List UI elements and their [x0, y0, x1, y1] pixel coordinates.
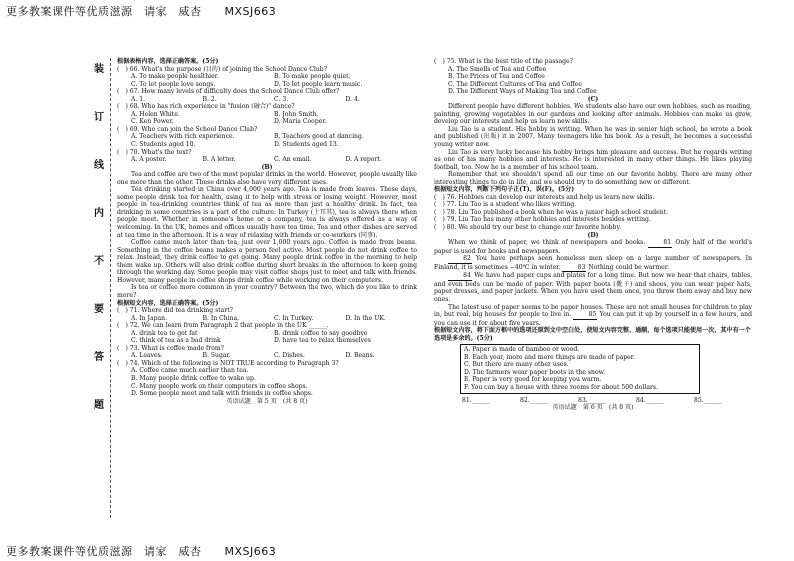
bottom-banner: 更多教案课件等优质滋源 请家 威杏 MXSJ663 [6, 545, 277, 558]
option: D. Maria Cooper. [274, 118, 327, 126]
section-c-heading: (C) [587, 95, 599, 103]
passage-paragraph [434, 255, 752, 272]
instruction: 根据短文内容，将下面方框中的选项还原到文中空白处，使短文内容完整、通顺，每个选项只能使用一次，其中有一个选项是多余的。(5分) [434, 327, 751, 342]
passage-paragraph: Coffee came much later than tea, just over 1,000 years ago. Coffee is made from beans. Something in the coffee beans makes a person feel active. Most people do not drink coffee to relax. Instead, they drink coffee to get going. Many people drink coffee in the morning to help them wake up. Others will also drink coffee during short breaks in the afternoon to keep going through the working day. Some people may visit coffee shops just to meet and talk with friends. However, many people in coffee shops drink coffee while working on their computers. [117, 239, 417, 284]
option: D. In the UK. [345, 314, 386, 322]
blank-82: 82 [448, 255, 472, 264]
binding-line [110, 58, 111, 518]
tf-item: ( ) 76. Hobbies can develop our interests and help us learn new skills. [434, 193, 655, 201]
option: A. To make people healthier. [131, 73, 219, 81]
page-footer: 英语试题 第 5 页 (共 8 页) [226, 397, 308, 405]
tf-item: ( ) 79. Liu Tao has many other hobbies and interests besides writing. [434, 216, 651, 224]
question-71: ( ) 71. Where did tea drinking start? [117, 307, 233, 315]
option: C. Ken Power. [131, 118, 174, 126]
option: B. John Smith. [274, 110, 319, 118]
option: B. To make people quiet. [274, 73, 351, 81]
option: D. Some people meet and talk with friends in coffee shops. [131, 390, 313, 398]
option: B. drink coffee to say goodbye [274, 329, 368, 337]
passage-paragraph [434, 239, 752, 255]
passage-paragraph: Tea drinking started in China over 4,000 years ago. Tea is made from leaves. These days, some people drink tea for health, using it to help with stress or losing weight. However, most people in tea-drinking countries think of tea as more than just a healthy drink. In fact, tea drinking in some countries is a part of the culture. In Turkey (土耳其), tea is always there when people meet. Whether in someone's home or a company, tea is always offered as a way of welcoming. In the UK, homes and offices usually have tea time. Tea and other dishes are served at tea time in the afternoon. It is a way of relaxing with friends or co-workers (同事). [117, 186, 417, 239]
tf-item: ( ) 78. Liu Tao published a book when he was a junior high school student. [434, 208, 669, 216]
gutter-char: 线 [94, 160, 104, 171]
gutter-char: 答 [94, 352, 104, 363]
binding-gutter [94, 60, 108, 444]
option: C. To let people love songs. [131, 80, 216, 88]
question-66: ( ) 66. What's the purpose (目的) of joining the School Dance Club? [117, 65, 327, 73]
option: C. think of tea as a bad drink [131, 337, 221, 345]
answer-blank[interactable]: 83.______ [578, 396, 606, 404]
option: A. Teachers with rich experience. [131, 133, 235, 141]
option: A. In Japan. [131, 314, 168, 322]
option: C. Students aged 10. [131, 141, 196, 149]
question-67: ( ) 67. How many levels of difficulty does the School Dance Club offer? [117, 88, 340, 96]
blank-85: 85 [573, 311, 597, 320]
options-box [460, 344, 700, 393]
option: A. drink tea to get fat [131, 329, 198, 337]
option: D. Students aged 13. [274, 141, 339, 149]
passage-paragraph: Remember that we shouldn't spend all our time on our favorite hobby. There are many other interesting things to do in life, and we should try to do something new or different. [434, 171, 752, 186]
passage-paragraph: Tea and coffee are two of the most popular drinks in the world. However, people usually like one more than the other. These drinks also have very different uses. [117, 171, 417, 186]
box-option: C. But there are many other uses. [464, 361, 569, 369]
option: B. 2. [202, 95, 217, 103]
gutter-char: 题 [94, 400, 104, 411]
box-option: B. Each year, more and more things are made of paper. [464, 353, 635, 361]
answer-blanks [434, 397, 752, 405]
tf-item: ( ) 77. Liu Tao is a student who likes writing. [434, 201, 577, 209]
text: Nothing could be warmer. [588, 263, 670, 271]
question-70: ( ) 70. What's the text? [117, 148, 192, 156]
option: D. To let people learn music. [274, 80, 363, 88]
text: You can put it up by yourself in a few hours, and you can use it for about five years. [434, 311, 752, 327]
passage-paragraph: Different people have different hobbies. We students also have our own hobbies, such as reading, painting, growing vegetables in our gardens and looking after animals. Hobbies can make us grow, develop our interests and help us learn new skills. [434, 103, 752, 126]
option: A. Coffee came much earlier than tea. [131, 367, 249, 375]
box-option: A. Paper is made of bamboo or wood. [464, 346, 580, 354]
option: C. 3. [274, 95, 289, 103]
gutter-char: 要 [94, 304, 104, 315]
question-69: ( ) 69. Who can join the School Dance Club? [117, 125, 258, 133]
section-d-heading: (D) [587, 231, 599, 239]
tf-item: ( ) 80. We should try our best to change our favorite hobby. [434, 224, 622, 232]
blank-83: 83 [562, 264, 586, 273]
page-6 [434, 58, 752, 412]
answer-blank[interactable]: 81.______ [462, 396, 490, 404]
gutter-char: 订 [94, 112, 104, 123]
gutter-char: 内 [94, 208, 104, 219]
blank-84: 84 [448, 272, 472, 281]
box-option: F. You can buy a house with three rooms for about 500 dollars. [464, 383, 658, 391]
question-72: ( ) 72. We can learn from Paragraph 2 that people in the UK ______. [117, 322, 329, 330]
top-banner: 更多教案课件等优质滋源 请家 威杏 MXSJ663 [6, 5, 277, 18]
passage-paragraph: Is tea or coffee more common in your country? Between the two, which do you like to drink more? [117, 284, 417, 299]
question-68: ( ) 68. Who has rich experience in "fusion (融合)" dance? [117, 103, 295, 111]
option: A. 1. [131, 95, 146, 103]
answer-blank[interactable]: 82.______ [520, 396, 548, 404]
question-75: ( ) 75. What is the best title of the passage? [434, 58, 573, 65]
question-73: ( ) 73. What is coffee made from? [117, 344, 224, 352]
option: D. have tea to relax themselves [274, 337, 371, 345]
option: B. The Prices of Tea and Coffee [448, 73, 545, 81]
option: C. The Different Cultures of Tea and Coffee [448, 80, 582, 88]
answer-blank[interactable]: 84.______ [636, 396, 664, 404]
option: C. An email. [274, 156, 312, 164]
passage-paragraph: Liu Tao is a student. His hobby is writing. When he was in senior high school, he wrote a book and published (出版) it in 2007. Many teenagers like his book. As a result, he becomes a successful young writer now. [434, 125, 752, 149]
option: D. A report. [345, 156, 382, 164]
option: B. Teachers good at dancing. [274, 133, 364, 141]
text: You have perhaps seen homeless men sleep on a large number of newspapers. In Finland, it is sometimes −40℃ in winter. [434, 255, 753, 271]
option: D. 4. [345, 95, 360, 103]
option: D. Beans. [345, 352, 375, 360]
section-b-heading: (B) [261, 163, 273, 171]
option: B. In China. [202, 314, 240, 322]
option: C. In Turkey. [274, 314, 314, 322]
option: A. A poster. [131, 156, 167, 164]
page-footer: 英语试题 第 6 页 (共 8 页) [552, 404, 634, 412]
passage-paragraph: Liu Tao is very lucky because his hobby brings him pleasure and success. But he regards writing as one of his many hobbies and interests. He is interested in many other things. He likes playing football, too. Now he is a member of his school team. [434, 148, 752, 171]
text: We have had paper cups and plates for a long time. But now we hear that chairs, tables, and even beds can be made of paper. With paper boots (靴子) and shoes, you can wear paper hats, paper dresses, and paper jackets. When you have used them once, you throw them away and buy new ones. [434, 272, 753, 303]
passage-paragraph [434, 304, 752, 328]
option: B. A letter. [202, 156, 236, 164]
answer-blank[interactable]: 85.______ [694, 396, 722, 404]
instruction: 根据表格内容，选择正确答案。(5分) [117, 58, 219, 65]
gutter-char: 装 [94, 64, 104, 75]
gutter-char: 不 [94, 256, 104, 267]
text: When we think of paper, we think of newspapers and books. [448, 239, 646, 247]
option: B. Many people drink coffee to wake up. [131, 374, 256, 382]
option: C. Many people work on their computers in coffee shops. [131, 382, 308, 390]
option: C. Dishes. [274, 352, 305, 360]
page-5 [117, 58, 417, 405]
question-74: ( ) 74. Which of the following is NOT TRUE according to Paragraph 3? [117, 359, 339, 367]
passage-paragraph [434, 272, 752, 303]
text: Only half of the world's paper is used for books and newspapers. [434, 239, 753, 255]
option: D. The Different Ways of Making Tea and Coffee [448, 88, 597, 96]
blank-81: 81 [648, 239, 672, 248]
instruction: 根据短文内容，判断下列句子正(T)、误(F)。(5分) [434, 186, 575, 194]
option: A. Helen White. [131, 110, 180, 118]
option: B. Sugar. [202, 352, 231, 360]
option: A. The Smells of Tea and Coffee [448, 65, 547, 73]
box-option: D. The farmers wear paper boots in the snow. [464, 368, 606, 376]
option: A. Leaves. [131, 352, 163, 360]
instruction: 根据短文内容，选择正确答案。(5分) [117, 299, 219, 307]
text: The latest use of paper seems to be paper houses. These are not small houses for children to play in, but real, big houses for people to live in. [434, 303, 752, 319]
box-option: E. Paper is very good for keeping you warm. [464, 376, 602, 384]
